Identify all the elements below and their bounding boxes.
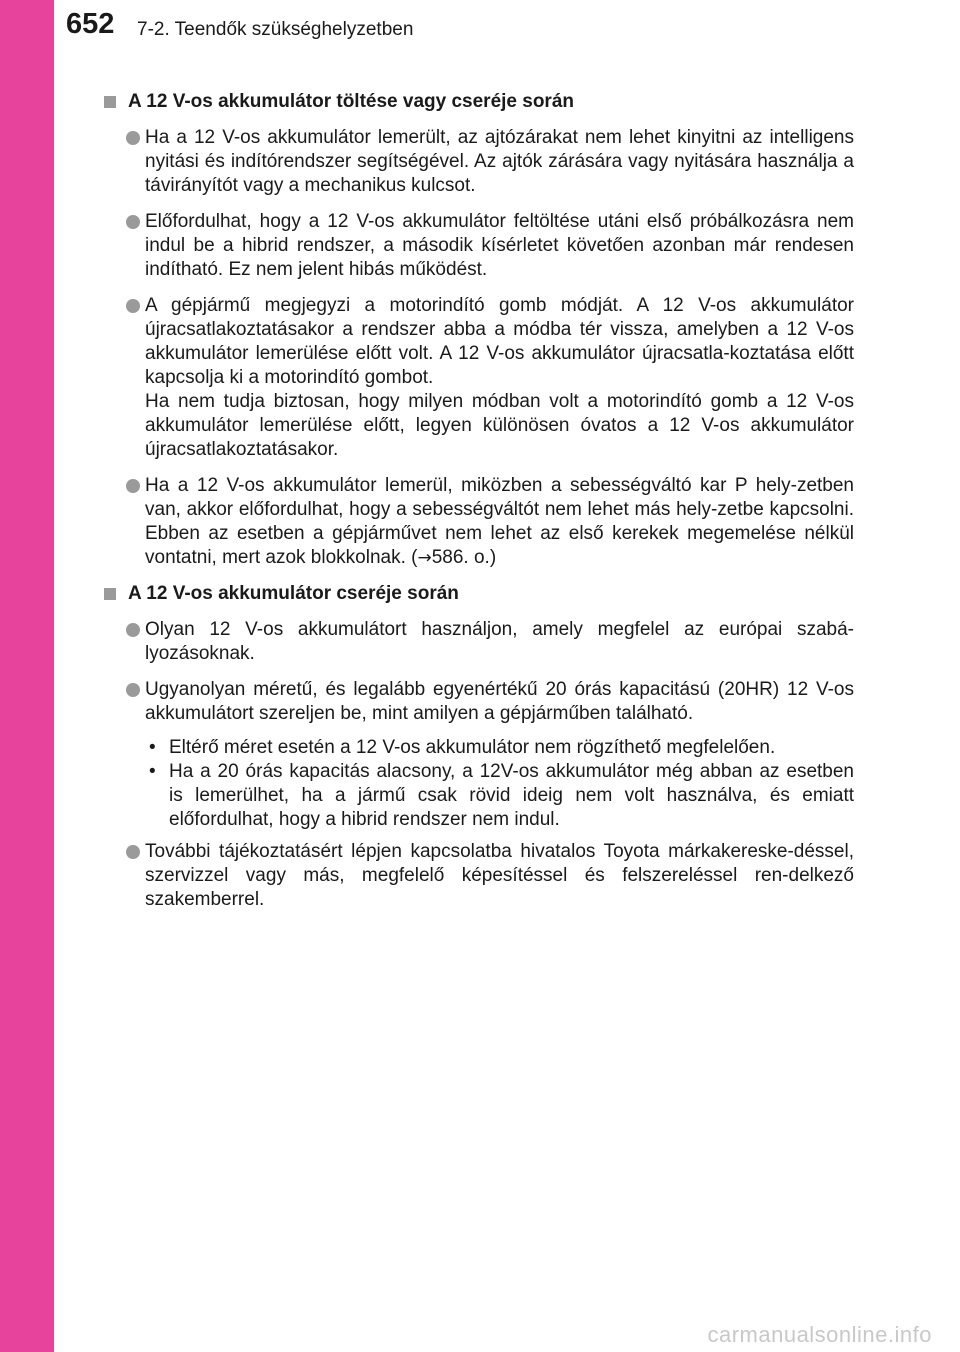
page-number: 652 (66, 8, 115, 40)
item-text-main: Ha a 12 V-os akkumulátor lemerül, miközben a sebességváltó kar P hely-zetben van, akkor előfordulhat, hogy a sebességváltót nem lehet más hely-zetbe kapcsolni. Ebben az esetben a gépjárművet nem lehet az első kerekek megemelése nélkül vontatni, mert azok blokkolnak. ( (145, 475, 854, 568)
item-text: Előfordulhat, hogy a 12 V-os akkumulátor feltöltése utáni első próbálkozásra nem indul be a hibrid rendszer, a második kísérletet követően azonban már rendesen indítható. Ez nem jelent hibás működést. (145, 211, 854, 280)
item-text: Ha a 12 V-os akkumulátor lemerült, az ajtózárakat nem lehet kinyitni az intelligens nyitási és indítórendszer segítségével. Az ajtók zárására vagy nyitására használja a távirányítót vagy a mechanikus kulcsot. (145, 127, 854, 196)
list-item (100, 294, 854, 462)
circle-bullet-icon (126, 683, 140, 697)
list-item (100, 210, 854, 282)
list-item (100, 126, 854, 198)
heading-text: A 12 V-os akkumulátor töltése vagy cseréje során (128, 91, 574, 112)
circle-bullet-icon (126, 299, 140, 313)
page-reference-arrow-icon: → (417, 548, 432, 568)
section-heading-charging (100, 90, 854, 114)
heading-text: A 12 V-os akkumulátor cseréje során (128, 583, 459, 604)
list-item (100, 618, 854, 666)
chapter-title: 7-2. Teendők szükséghelyzetben (137, 19, 414, 40)
small-bullet-icon: • (149, 761, 156, 782)
page-content (100, 90, 854, 924)
circle-bullet-icon (126, 845, 140, 859)
sub-list-item (100, 760, 854, 832)
watermark: carmanualsonline.info (707, 1322, 932, 1347)
circle-bullet-icon (126, 215, 140, 229)
circle-bullet-icon (126, 479, 140, 493)
circle-bullet-icon (126, 623, 140, 637)
side-color-bar (0, 0, 54, 1352)
square-bullet-icon (104, 96, 116, 108)
item-text: Olyan 12 V-os akkumulátort használjon, amely megfelel az európai szabá-lyozásoknak. (145, 619, 854, 664)
list-item (100, 678, 854, 726)
page-reference[interactable]: 586. o.) (431, 547, 497, 568)
list-item (100, 474, 854, 570)
item-text: A gépjármű megjegyzi a motorindító gomb módját. A 12 V-os akkumulátor újracsatlakoztatásakor a rendszer abba a módba tér vissza, amelyben a 12 V-os akkumulátor lemerülése előtt volt. A 12 V-os akkumulátor újracsatla-koztatása előtt kapcsolja ki a motorindító gombot. (145, 295, 854, 388)
section-heading-replacement (100, 582, 854, 606)
circle-bullet-icon (126, 131, 140, 145)
sub-item-text: Eltérő méret esetén a 12 V-os akkumulátor nem rögzíthető megfelelően. (169, 737, 776, 758)
item-text: További tájékoztatásért lépjen kapcsolatba hivatalos Toyota márkakereske-déssel, szervizzel vagy más, megfelelő képesítéssel és felszereléssel ren-delkező szakemberrel. (145, 841, 854, 910)
sub-list-item (100, 736, 854, 760)
small-bullet-icon: • (149, 737, 156, 758)
sub-list (100, 736, 854, 832)
sub-item-text: Ha a 20 órás kapacitás alacsony, a 12V-os akkumulátor még abban az esetben is lemerülhet, ha a jármű csak rövid ideig nem volt használva, és emiatt előfordulhat, hogy a hibrid rendszer nem indul. (169, 761, 854, 830)
item-text: Ha nem tudja biztosan, hogy milyen módban volt a motorindító gomb a 12 V-os akkumulátor lemerülése előtt, legyen különösen óvatos a 12 V-os akkumulátor újracsatlakoztatásakor. (145, 391, 854, 460)
item-text: Ugyanolyan méretű, és legalább egyenértékű 20 órás kapacitású (20HR) 12 V-os akkumulátort szereljen be, mint amilyen a gépjárműben található. (145, 679, 854, 724)
square-bullet-icon (104, 588, 116, 600)
item-text (145, 474, 854, 570)
list-item (100, 840, 854, 912)
